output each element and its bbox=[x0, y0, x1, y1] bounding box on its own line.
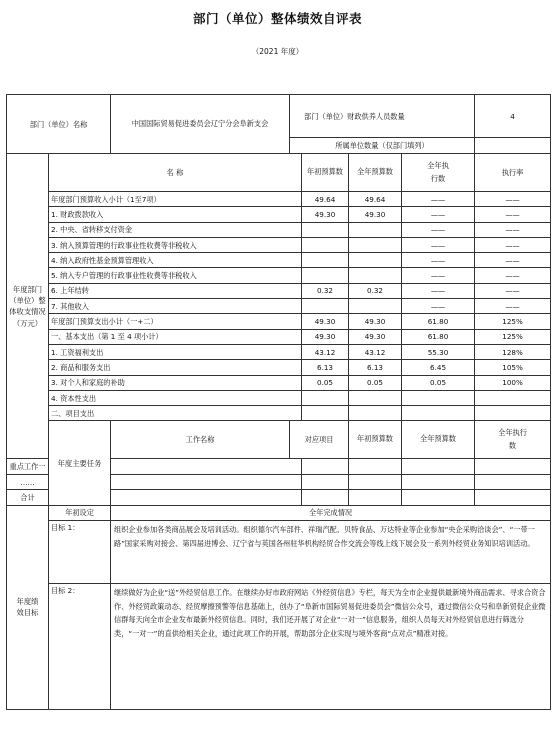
budget-row-exec: —— bbox=[402, 268, 475, 283]
budget-row-initial: 43.12 bbox=[302, 344, 349, 359]
budget-row-full: 49.30 bbox=[349, 207, 402, 222]
task-row-full bbox=[349, 490, 402, 506]
budget-row-name: 5. 纳入专户管理的行政事业性收费等非税收入 bbox=[49, 268, 302, 283]
budget-row bbox=[7, 268, 551, 283]
budget-row-name: 1. 财政拨款收入 bbox=[49, 207, 302, 222]
budget-row-full bbox=[349, 268, 402, 283]
budget-row-initial bbox=[302, 222, 349, 237]
budget-row-rate: —— bbox=[475, 299, 551, 314]
goal-row bbox=[7, 583, 551, 709]
budget-row-exec: —— bbox=[402, 299, 475, 314]
budget-row-initial bbox=[302, 237, 349, 252]
budget-row bbox=[7, 390, 551, 405]
budget-row-initial: 0.32 bbox=[302, 283, 349, 298]
tasks-header-row bbox=[7, 421, 551, 459]
budget-row bbox=[7, 192, 551, 207]
budget-row-rate: —— bbox=[475, 192, 551, 207]
budget-row-full: 6.13 bbox=[349, 360, 402, 375]
staff-count-label: 部门（单位）财政供养人员数量 bbox=[290, 95, 475, 138]
staff-count-value: 4 bbox=[475, 95, 551, 138]
tasks-col-name: 工作名称 bbox=[111, 421, 290, 459]
task-row-rate bbox=[475, 459, 551, 475]
tasks-col-project: 对应项目 bbox=[290, 421, 349, 459]
budget-row-initial bbox=[302, 390, 349, 405]
budget-row-name: 年度部门预算支出小计（一+二） bbox=[49, 314, 302, 329]
dept-name-value: 中国国际贸易促进委员会辽宁分会阜新支会 bbox=[111, 95, 290, 154]
budget-row-full: 49.64 bbox=[349, 192, 402, 207]
budget-col-full: 全年预算数 bbox=[349, 154, 402, 192]
budget-row-initial: 49.64 bbox=[302, 192, 349, 207]
budget-row-name: 2. 商品和服务支出 bbox=[49, 360, 302, 375]
budget-row-initial bbox=[302, 406, 349, 421]
sub-units-label: 所属单位数量（仅部门填列） bbox=[290, 138, 475, 154]
budget-row-initial: 49.30 bbox=[302, 329, 349, 344]
task-row-exec bbox=[402, 474, 475, 490]
goal-row bbox=[7, 520, 551, 583]
budget-row-exec: 61.80 bbox=[402, 314, 475, 329]
budget-row-name: 3. 纳入预算管理的行政事业性收费等非税收入 bbox=[49, 237, 302, 252]
budget-row-exec: —— bbox=[402, 222, 475, 237]
budget-row-full bbox=[349, 406, 402, 421]
budget-row-full bbox=[349, 237, 402, 252]
task-row-project bbox=[111, 490, 302, 506]
task-row-name: 重点工作一 bbox=[7, 459, 49, 475]
budget-row-initial: 49.30 bbox=[302, 314, 349, 329]
task-row-initial bbox=[302, 474, 349, 490]
budget-row bbox=[7, 314, 551, 329]
budget-row-name: 2. 中央、省转移支付资金 bbox=[49, 222, 302, 237]
budget-row bbox=[7, 222, 551, 237]
tasks-section-label: 年度主要任务 bbox=[49, 421, 111, 506]
budget-row-exec: 0.05 bbox=[402, 375, 475, 390]
budget-row bbox=[7, 237, 551, 252]
task-row-full bbox=[349, 459, 402, 475]
goal-label: 目标 2： bbox=[49, 583, 111, 709]
budget-row-exec bbox=[402, 406, 475, 421]
evaluation-table bbox=[6, 94, 551, 710]
budget-row-name: 1. 工资福利支出 bbox=[49, 344, 302, 359]
tasks-col-exec: 全年执行数 bbox=[475, 421, 551, 459]
page-title: 部门（单位）整体绩效自评表 bbox=[192, 11, 362, 26]
task-row-exec bbox=[402, 459, 475, 475]
budget-row-rate: —— bbox=[475, 283, 551, 298]
budget-row-rate: —— bbox=[475, 237, 551, 252]
budget-row-initial bbox=[302, 299, 349, 314]
budget-row-full bbox=[349, 222, 402, 237]
task-row-project bbox=[111, 459, 302, 475]
budget-row-initial: 6.13 bbox=[302, 360, 349, 375]
budget-row-initial: 49.30 bbox=[302, 207, 349, 222]
budget-row bbox=[7, 253, 551, 268]
budget-row-name: 3. 对个人和家庭的补助 bbox=[49, 375, 302, 390]
budget-row-rate bbox=[475, 406, 551, 421]
budget-row bbox=[7, 375, 551, 390]
budget-row-full bbox=[349, 253, 402, 268]
budget-row-exec: —— bbox=[402, 207, 475, 222]
budget-row-exec: —— bbox=[402, 237, 475, 252]
budget-row-name: 年度部门预算收入小计（1至7项） bbox=[49, 192, 302, 207]
goals-col-done: 全年完成情况 bbox=[111, 505, 551, 520]
budget-row-rate: 125% bbox=[475, 329, 551, 344]
goals-header-row bbox=[7, 505, 551, 520]
budget-row-exec: 55.30 bbox=[402, 344, 475, 359]
budget-row-name: 6. 上年结转 bbox=[49, 283, 302, 298]
budget-row-full: 49.30 bbox=[349, 329, 402, 344]
task-row-rate bbox=[475, 490, 551, 506]
budget-col-rate: 执行率 bbox=[475, 154, 551, 192]
task-row-full bbox=[349, 474, 402, 490]
budget-row-full bbox=[349, 299, 402, 314]
task-row-project bbox=[111, 474, 302, 490]
year-label: （2021 年度） bbox=[251, 47, 304, 56]
budget-row-full: 0.32 bbox=[349, 283, 402, 298]
budget-row-rate: —— bbox=[475, 207, 551, 222]
budget-row-exec: 61.80 bbox=[402, 329, 475, 344]
budget-col-exec: 全年执行数 bbox=[402, 154, 475, 192]
budget-row bbox=[7, 329, 551, 344]
goal-text: 组织企业参加各类商品展会及培训活动。组织德尔汽车部件、祥瑞汽配、贝特食品、万达特业等企业参加“央企采购洽谈会”、“一带一路”国家采购对接会、第四届进博会、辽宁省与英国各州驻华机构经贸合作交流会等线上线下展会及一系列外经贸业务知识培训活动。 bbox=[111, 520, 551, 583]
budget-row-full: 43.12 bbox=[349, 344, 402, 359]
budget-row-exec bbox=[402, 390, 475, 405]
budget-row-exec: 6.45 bbox=[402, 360, 475, 375]
budget-row-rate: 128% bbox=[475, 344, 551, 359]
budget-row-rate: —— bbox=[475, 268, 551, 283]
budget-row-rate: —— bbox=[475, 222, 551, 237]
budget-row-rate: 105% bbox=[475, 360, 551, 375]
budget-row-exec: —— bbox=[402, 283, 475, 298]
budget-row-rate bbox=[475, 390, 551, 405]
goal-label: 目标 1： bbox=[49, 520, 111, 583]
budget-row-rate: 125% bbox=[475, 314, 551, 329]
budget-header-row bbox=[7, 154, 551, 192]
budget-row-name: 二、项目支出 bbox=[49, 406, 302, 421]
budget-col-initial: 年初预算数 bbox=[302, 154, 349, 192]
goals-section-label: 年度绩效目标 bbox=[7, 505, 49, 709]
tasks-col-full: 全年预算数 bbox=[402, 421, 475, 459]
budget-row bbox=[7, 207, 551, 222]
budget-row bbox=[7, 344, 551, 359]
sub-units-value bbox=[475, 138, 551, 154]
tasks-col-initial: 年初预算数 bbox=[349, 421, 402, 459]
goals-col-set: 年初设定 bbox=[49, 505, 111, 520]
task-row-exec bbox=[402, 490, 475, 506]
task-row-rate bbox=[475, 474, 551, 490]
budget-row-initial bbox=[302, 268, 349, 283]
budget-row-name: 4. 资本性支出 bbox=[49, 390, 302, 405]
budget-col-name: 名 称 bbox=[49, 154, 302, 192]
dept-name-label: 部门（单位）名称 bbox=[7, 95, 111, 154]
header-row-1 bbox=[7, 95, 551, 138]
budget-row-initial bbox=[302, 253, 349, 268]
budget-row-rate: —— bbox=[475, 253, 551, 268]
budget-row-name: 一、基本支出（第 1 至 4 项小计） bbox=[49, 329, 302, 344]
budget-row-full: 0.05 bbox=[349, 375, 402, 390]
budget-row-name: 4. 纳入政府性基金预算管理收入 bbox=[49, 253, 302, 268]
budget-row bbox=[7, 406, 551, 421]
budget-row bbox=[7, 360, 551, 375]
budget-row bbox=[7, 299, 551, 314]
task-row-name: …… bbox=[7, 474, 49, 490]
budget-row-exec: —— bbox=[402, 253, 475, 268]
budget-row-full bbox=[349, 390, 402, 405]
budget-row-rate: 100% bbox=[475, 375, 551, 390]
budget-row-full: 49.30 bbox=[349, 314, 402, 329]
task-row-name: 合计 bbox=[7, 490, 49, 506]
goal-text: 继续做好为企业“送”外经贸信息工作。在继续办好市政府网站《外经贸信息》专栏，每天为全市企业提供最新境外商品需求、寻求合资合作、外经贸政策动态、经贸摩擦预警等信息基础上，创办了“阜新市国际贸易促进委员会”微信公众号，通过微信公众号和阜新贸促企业微信群每天向全市企业发布最新外经贸信息。同时，我们还开展了对企业“一对一”信息服务，组织人员每天对外经贸信息进行筛选分类，“一对一”的直供给相关企业，通过此项工作的开展，帮助部分企业实现与境外客商“点对点”精准对接。 bbox=[111, 583, 551, 709]
budget-row bbox=[7, 283, 551, 298]
budget-row-exec: —— bbox=[402, 192, 475, 207]
task-row-initial bbox=[302, 459, 349, 475]
task-row-initial bbox=[302, 490, 349, 506]
budget-section-label: 年度部门（单位）整体收支情况（万元） bbox=[7, 154, 49, 459]
budget-row-initial: 0.05 bbox=[302, 375, 349, 390]
budget-row-name: 7. 其他收入 bbox=[49, 299, 302, 314]
